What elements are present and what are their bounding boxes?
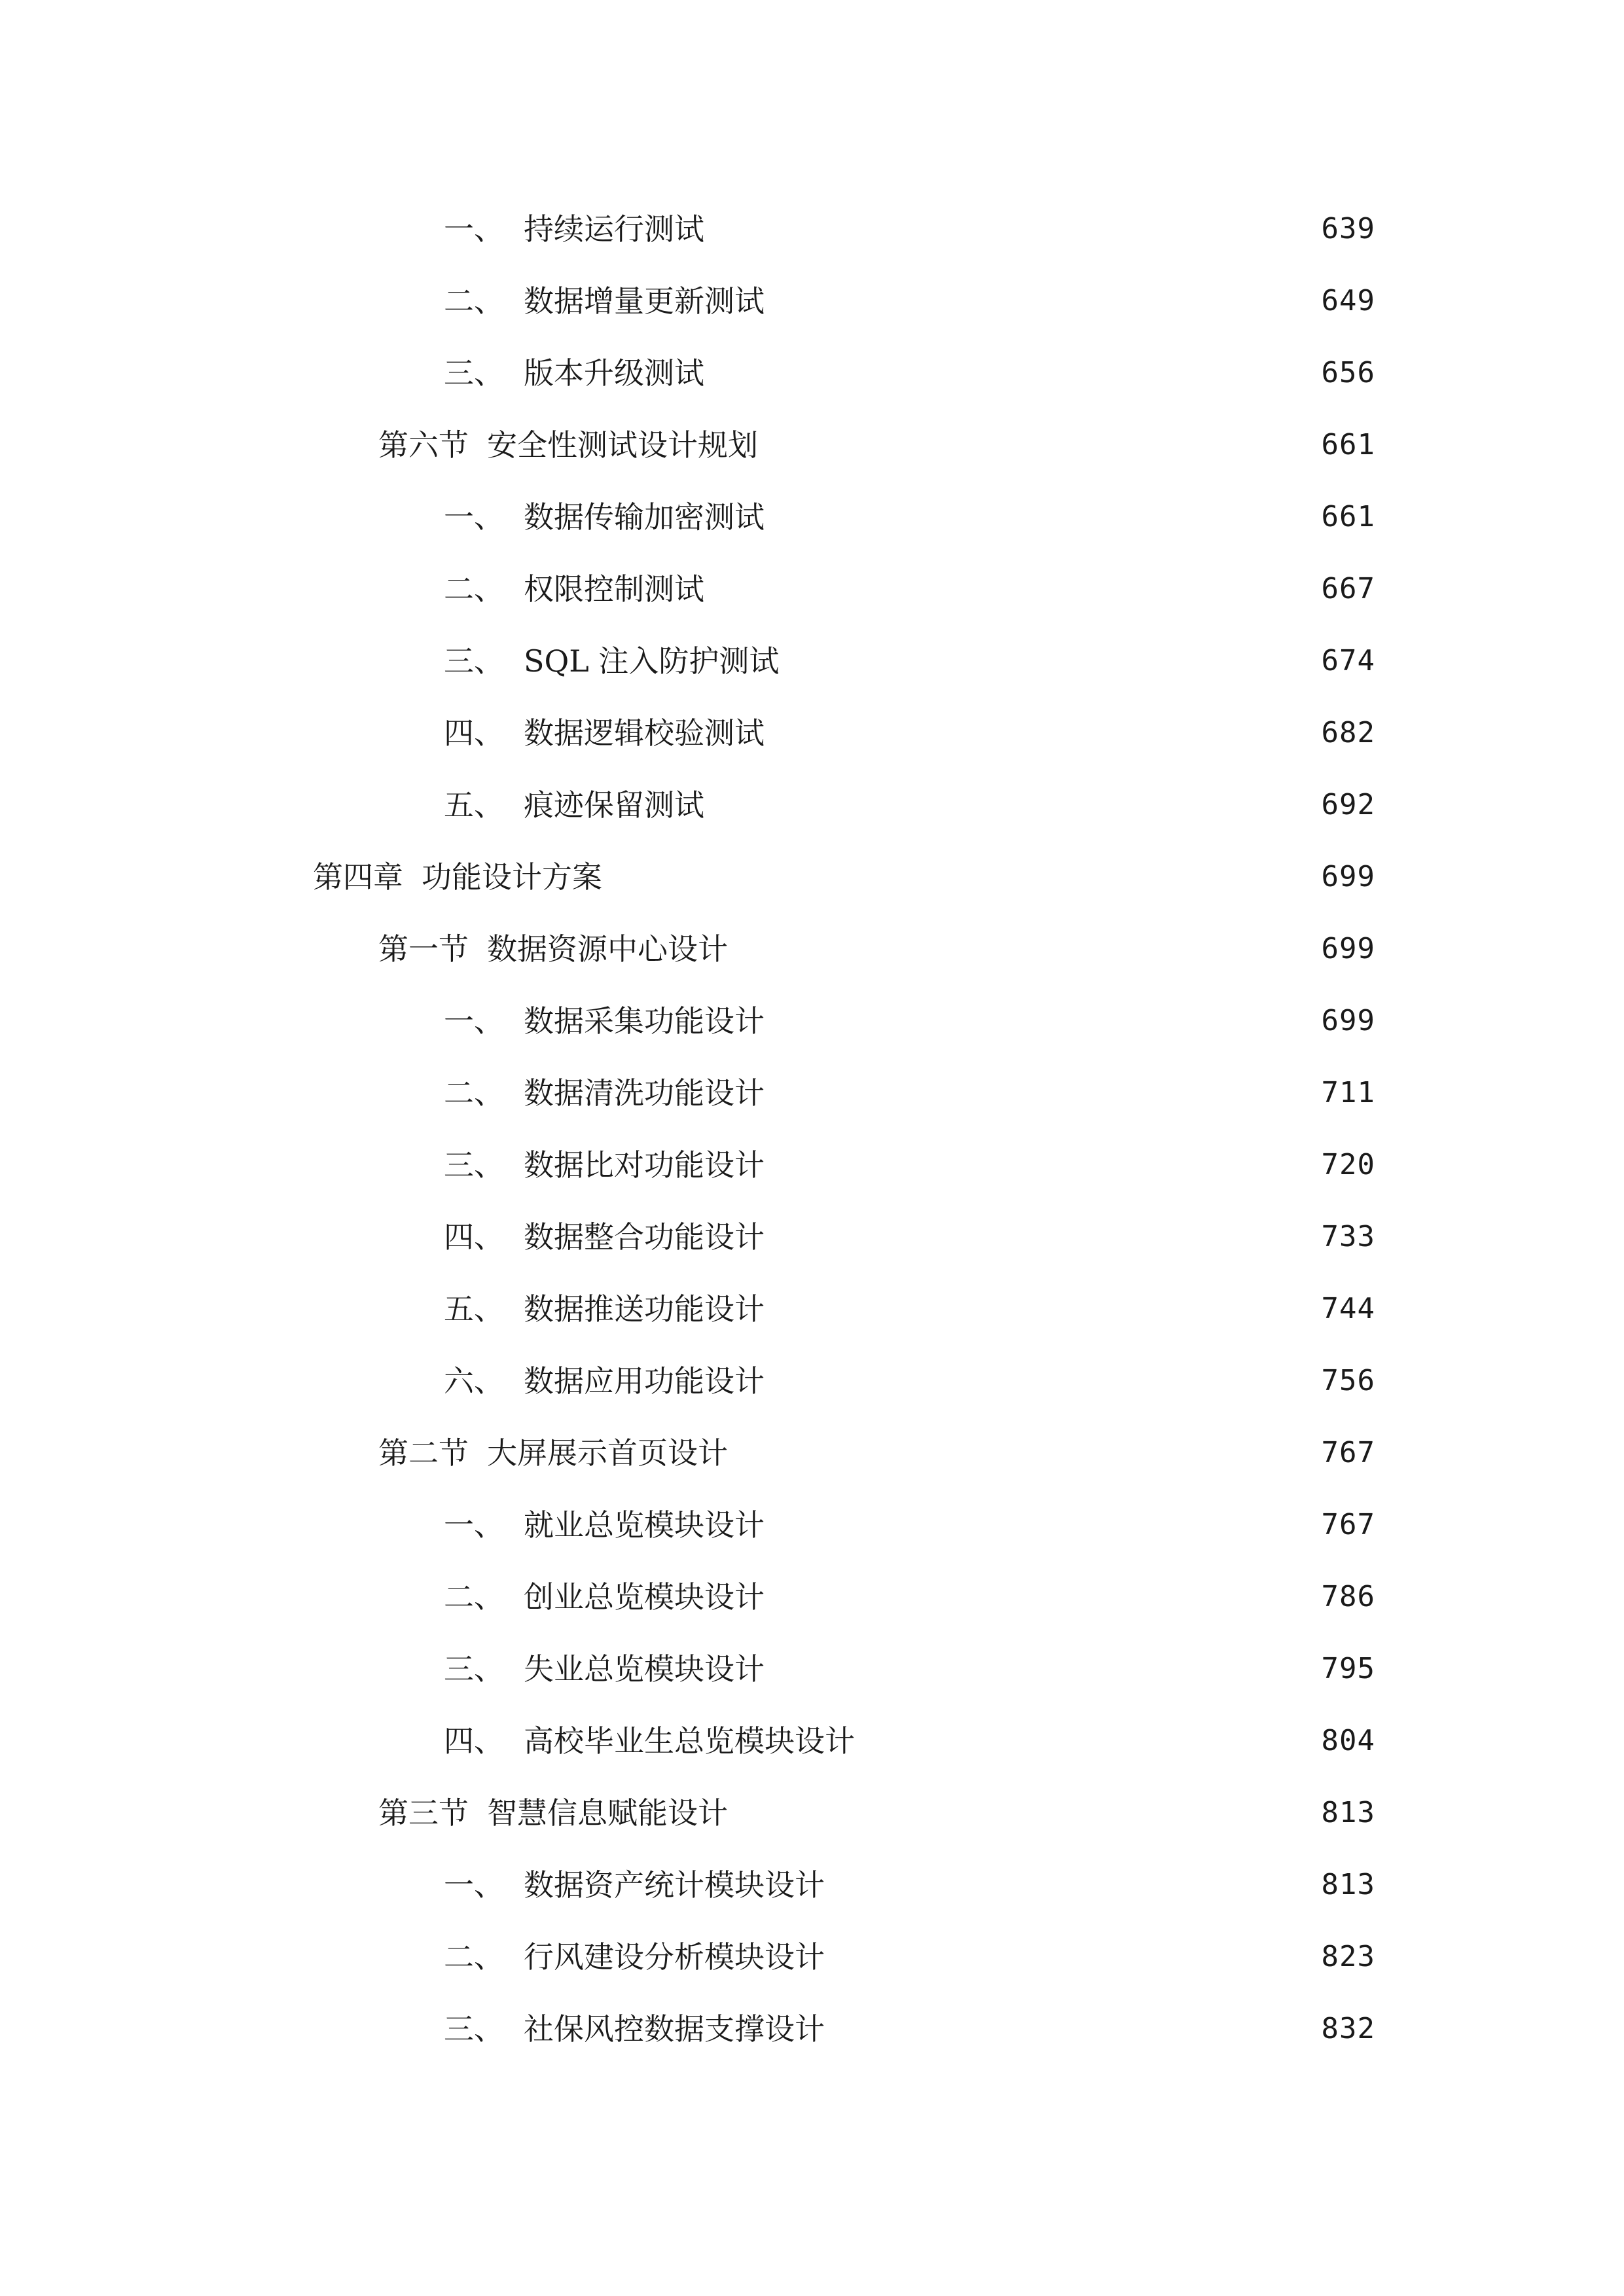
dot-leader [774,1649,1312,1689]
toc-entry[interactable] [444,203,1375,255]
toc-entry-title: 功能设计方案 [422,859,602,895]
dot-leader [737,1793,1312,1833]
dot-leader [611,857,1312,897]
toc-section-entry[interactable] [378,1427,1375,1479]
toc-entry-number: 三、 [444,1651,504,1687]
toc-entry[interactable] [444,1139,1375,1191]
toc-entry-number: 四、 [444,715,504,751]
toc-entry-title: 数据资源中心设计 [487,931,728,967]
toc-entry[interactable] [444,563,1375,615]
toc-entry-number: 五、 [444,787,504,823]
toc-entry-title: 数据传输加密测试 [524,499,765,535]
toc-entry-title: 数据清洗功能设计 [524,1075,765,1111]
toc-entry-title: 数据采集功能设计 [524,1003,765,1039]
toc-entry-title: 大屏展示首页设计 [487,1435,728,1471]
toc-entry-title: 社保风控数据支撑设计 [524,2011,825,2047]
toc-entry-number: 一、 [444,211,504,247]
toc-entry[interactable] [444,1283,1375,1335]
toc-entry-title: 数据整合功能设计 [524,1219,765,1255]
toc-entry[interactable] [444,635,1375,687]
toc-entry[interactable] [444,1211,1375,1263]
toc-entry-page: 699 [1321,860,1375,893]
toc-entry-number: 三、 [444,643,504,679]
toc-entry[interactable] [444,707,1375,759]
toc-entry-number: 第四章 [313,859,403,895]
toc-entry[interactable] [444,1931,1375,1983]
toc-entry-title: 持续运行测试 [524,211,704,247]
toc-entry-number: 三、 [444,2011,504,2047]
toc-entry-title: 智慧信息赋能设计 [487,1795,728,1831]
toc-entry-page: 756 [1321,1364,1375,1397]
toc-entry-number: 第六节 [378,427,469,463]
toc-entry-number: 二、 [444,283,504,319]
toc-entry-page: 656 [1321,356,1375,389]
toc-entry-title: 痕迹保留测试 [524,787,704,823]
toc-entry-page: 699 [1321,1004,1375,1037]
toc-entry-page: 667 [1321,572,1375,605]
toc-entry-page: 813 [1321,1796,1375,1829]
toc-entry-number: 一、 [444,1867,504,1903]
toc-entry-title: 数据推送功能设计 [524,1291,765,1327]
toc-entry-title: 权限控制测试 [524,571,704,607]
dot-leader [834,1937,1312,1977]
toc-entry-title: 数据资产统计模块设计 [524,1867,825,1903]
toc-entry-page: 661 [1321,428,1375,461]
toc-entry-title: 数据增量更新测试 [524,283,765,319]
toc-entry-number: 二、 [444,1939,504,1975]
toc-entry-number: 一、 [444,499,504,535]
dot-leader [774,1073,1312,1113]
dot-leader [774,1001,1312,1041]
dot-leader [774,497,1312,537]
toc-entry[interactable] [444,1643,1375,1695]
toc-entry[interactable] [444,491,1375,543]
toc-entry-page: 744 [1321,1292,1375,1325]
toc-entry-page: 639 [1321,212,1375,245]
toc-section-entry[interactable] [378,419,1375,471]
toc-entry-number: 一、 [444,1003,504,1039]
toc-entry-title: 安全性测试设计规划 [487,427,758,463]
toc-entry-page: 767 [1321,1436,1375,1469]
toc-entry-page: 711 [1321,1076,1375,1109]
toc-entry-number: 五、 [444,1291,504,1327]
toc-entry-page: 692 [1321,788,1375,821]
toc-entry[interactable] [444,1571,1375,1623]
toc-entry-title: 版本升级测试 [524,355,704,391]
dot-leader [737,929,1312,969]
toc-entry-page: 733 [1321,1220,1375,1253]
dot-leader [834,2009,1312,2049]
toc-entry[interactable] [444,1859,1375,1911]
toc-entry-page: 823 [1321,1940,1375,1973]
toc-section-entry[interactable] [378,923,1375,975]
toc-entry-page: 804 [1321,1724,1375,1757]
dot-leader [774,1217,1312,1257]
toc-entry-title: 高校毕业生总览模块设计 [524,1723,855,1759]
toc-entry-page: 674 [1321,644,1375,677]
dot-leader [774,1289,1312,1329]
toc-entry[interactable] [444,1067,1375,1119]
dot-leader [713,785,1312,825]
toc-entry-page: 795 [1321,1652,1375,1685]
dot-leader [774,713,1312,753]
toc-entry-number: 四、 [444,1219,504,1255]
toc-entry-number: 一、 [444,1507,504,1543]
dot-leader [864,1721,1312,1761]
toc-entry[interactable] [444,995,1375,1047]
dot-leader [713,353,1312,393]
toc-entry[interactable] [444,275,1375,327]
toc-entry-number: 第三节 [378,1795,469,1831]
toc-entry-number: 二、 [444,1579,504,1615]
toc-entry-title: 就业总览模块设计 [524,1507,765,1543]
dot-leader [788,641,1312,681]
toc-entry-number: 四、 [444,1723,504,1759]
toc-entry-title: 数据逻辑校验测试 [524,715,765,751]
dot-leader [713,209,1312,249]
toc-entry-number: 第二节 [378,1435,469,1471]
toc-section-entry[interactable] [378,1787,1375,1839]
dot-leader [774,1577,1312,1617]
toc-entry-page: 661 [1321,500,1375,533]
toc-entry[interactable] [444,779,1375,831]
toc-entry-page: 699 [1321,932,1375,965]
toc-entry-number: 三、 [444,355,504,391]
toc-entry-page: 767 [1321,1508,1375,1541]
toc-entry[interactable] [444,1715,1375,1767]
toc-entry-page: 786 [1321,1580,1375,1613]
toc-entry-number: 二、 [444,571,504,607]
toc-entry-number: 三、 [444,1147,504,1183]
dot-leader [774,1361,1312,1401]
toc-entry-page: 682 [1321,716,1375,749]
dot-leader [713,569,1312,609]
dot-leader [767,425,1312,465]
toc-entry-number: 六、 [444,1363,504,1399]
toc-entry-page: 813 [1321,1868,1375,1901]
toc-entry-number: 第一节 [378,931,469,967]
toc-entry[interactable] [444,1355,1375,1407]
toc-entry-page: 720 [1321,1148,1375,1181]
dot-leader [774,1505,1312,1545]
toc-entry-number: 二、 [444,1075,504,1111]
toc-entry-title: 数据比对功能设计 [524,1147,765,1183]
toc-entry[interactable] [444,347,1375,399]
dot-leader [737,1433,1312,1473]
toc-entry[interactable] [444,2003,1375,2055]
dot-leader [774,1145,1312,1185]
toc-chapter-entry[interactable] [313,851,1375,903]
toc-entry-title: 行风建设分析模块设计 [524,1939,825,1975]
toc-entry[interactable] [444,1499,1375,1551]
toc-entry-title: 创业总览模块设计 [524,1579,765,1615]
toc-entry-page: 649 [1321,284,1375,317]
toc-entry-title: 失业总览模块设计 [524,1651,765,1687]
dot-leader [774,281,1312,321]
toc-entry-page: 832 [1321,2012,1375,2045]
dot-leader [834,1865,1312,1905]
toc-entry-title: 数据应用功能设计 [524,1363,765,1399]
toc-entry-title: SQL 注入防护测试 [524,643,780,679]
